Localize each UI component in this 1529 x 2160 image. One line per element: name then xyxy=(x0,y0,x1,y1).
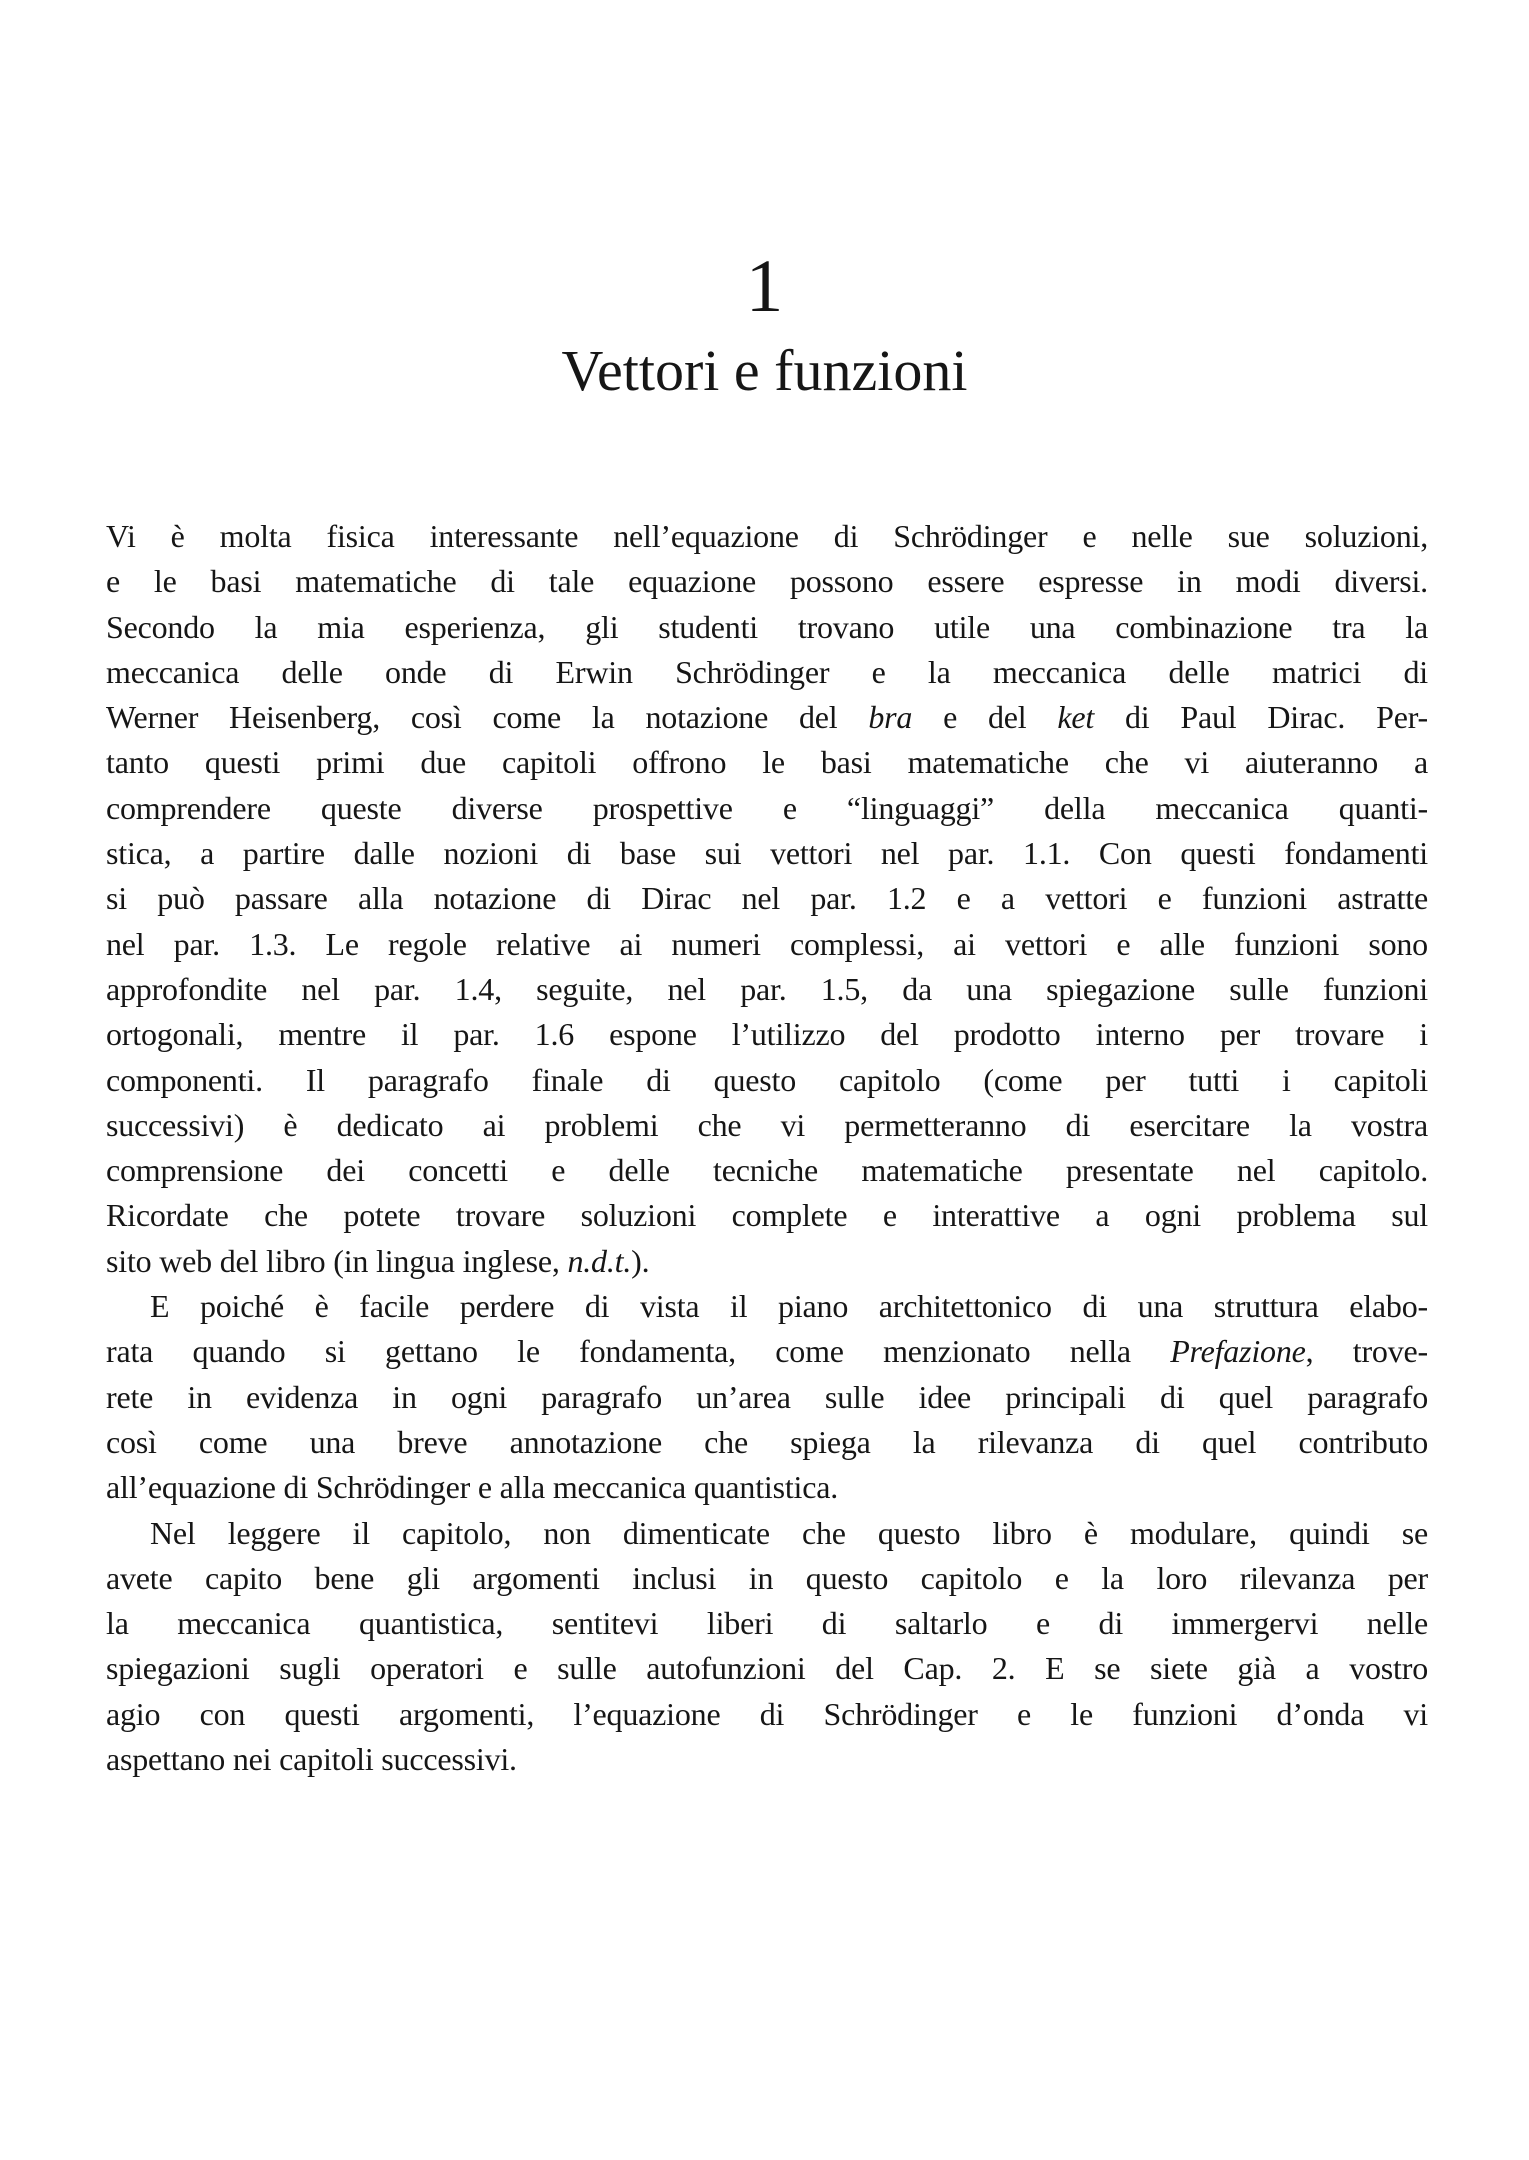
text-line: nel par. 1.3. Le regole relative ai numeri complessi, ai vettori e alle funzioni sono xyxy=(106,925,1428,962)
text-line: Vi è molta fisica interessante nell’equazione di Schrödinger e nelle sue soluzioni, xyxy=(106,518,1428,554)
text-line: E poiché è facile perdere di vista il piano architettonico di una struttura elabo- xyxy=(150,1288,1428,1325)
text-line: Ricordate che potete trovare soluzioni complete e interattive a ogni problema sul xyxy=(106,1197,1428,1234)
text-line: agio con questi argomenti, l’equazione di Schrödinger e le funzioni d’onda vi xyxy=(106,1695,1428,1732)
body-text xyxy=(106,514,1428,1782)
text-line: all’equazione di Schrödinger e alla meccanica quantistica. xyxy=(106,1469,839,1506)
paragraph xyxy=(106,514,1428,1284)
text-line: meccanica delle onde di Erwin Schrödinger e la meccanica delle matrici di xyxy=(106,653,1428,690)
text-line: Nel leggere il capitolo, non dimenticate che questo libro è modulare, quindi se xyxy=(150,1514,1428,1551)
paragraph xyxy=(106,1511,1428,1783)
text-line: comprendere queste diverse prospettive e “linguaggi” della meccanica quanti- xyxy=(106,789,1428,826)
text-line: e le basi matematiche di tale equazione possono essere espresse in modi diversi. xyxy=(106,563,1428,600)
italic-text: ket xyxy=(1057,699,1095,736)
text-line: spiegazioni sugli operatori e sulle autofunzioni del Cap. 2. E se siete già a vostro xyxy=(106,1650,1428,1687)
text-line: aspettano nei capitoli successivi. xyxy=(106,1741,517,1778)
text-line: ortogonali, mentre il par. 1.6 espone l’utilizzo del prodotto interno per trovare i xyxy=(106,1016,1428,1053)
text-line: sito web del libro (in lingua inglese, n.d.t.). xyxy=(106,1242,650,1279)
italic-text: Prefazione xyxy=(1170,1333,1306,1370)
text-line: avete capito bene gli argomenti inclusi in questo capitolo e la loro rilevanza per xyxy=(106,1559,1428,1596)
text-line: così come una breve annotazione che spiega la rilevanza di quel contributo xyxy=(106,1423,1428,1460)
chapter-number: 1 xyxy=(745,245,784,328)
chapter-title: Vettori e funzioni xyxy=(561,338,968,403)
text-line: componenti. Il paragrafo finale di questo capitolo (come per tutti i capitoli xyxy=(106,1061,1428,1098)
text-line: rete in evidenza in ogni paragrafo un’area sulle idee principali di quel paragrafo xyxy=(106,1378,1428,1415)
italic-text: bra xyxy=(868,699,913,736)
text-line: successivi) è dedicato ai problemi che vi permetteranno di esercitare la vostra xyxy=(106,1106,1428,1143)
text-line: si può passare alla notazione di Dirac nel par. 1.2 e a vettori e funzioni astratte xyxy=(106,880,1428,917)
text-line: approfondite nel par. 1.4, seguite, nel par. 1.5, da una spiegazione sulle funzioni xyxy=(106,970,1428,1007)
text-line: tanto questi primi due capitoli offrono le basi matematiche che vi aiuteranno a xyxy=(106,744,1428,781)
text-line: comprensione dei concetti e delle tecniche matematiche presentate nel capitolo. xyxy=(106,1152,1428,1189)
text-line: stica, a partire dalle nozioni di base sui vettori nel par. 1.1. Con questi fondamenti xyxy=(106,835,1428,872)
italic-text: n.d.t. xyxy=(567,1242,632,1279)
text-line: la meccanica quantistica, sentitevi liberi di saltarlo e di immergervi nelle xyxy=(106,1605,1428,1642)
paragraph xyxy=(106,1284,1428,1510)
text-line: Secondo la mia esperienza, gli studenti trovano utile una combinazione tra la xyxy=(106,608,1428,645)
text-line: Werner Heisenberg, così come la notazione del bra e del ket di Paul Dirac. Per- xyxy=(106,699,1428,736)
text-line: rata quando si gettano le fondamenta, come menzionato nella Prefazione, trove- xyxy=(106,1333,1428,1370)
